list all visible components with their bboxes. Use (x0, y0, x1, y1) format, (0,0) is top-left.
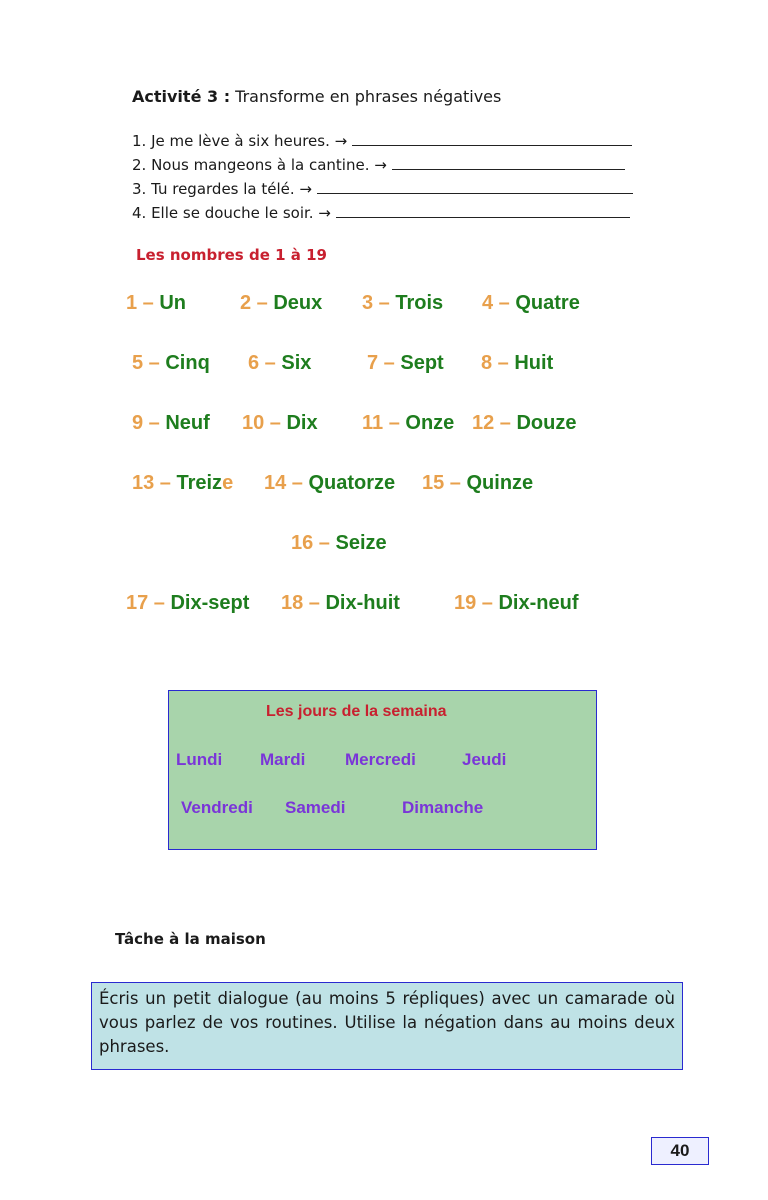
number-item-16: 16 – Seize (291, 532, 387, 554)
day-mercredi: Mercredi (345, 750, 416, 769)
day-dimanche: Dimanche (402, 798, 484, 817)
question-text: 3. Tu regardes la télé. → (132, 180, 317, 198)
day-jeudi: Jeudi (462, 750, 507, 769)
number-item-19: 19 – Dix-neuf (454, 592, 579, 614)
day-lundi: Lundi (176, 750, 223, 769)
answer-blank[interactable] (317, 179, 633, 194)
task-box (91, 982, 683, 1070)
number-item-10: 10 – Dix (242, 412, 318, 434)
question-4 (132, 203, 630, 222)
answer-blank[interactable] (392, 155, 625, 170)
number-item-1: 1 – Un (126, 292, 187, 314)
task-title: Tâche à la maison (115, 930, 266, 948)
number-item-7: 7 – Sept (367, 352, 444, 374)
question-text: 2. Nous mangeons à la cantine. → (132, 156, 392, 174)
question-1 (132, 131, 632, 150)
day-mardi: Mardi (260, 750, 306, 769)
page-number: 40 (651, 1137, 709, 1165)
number-item-13: 13 – Treize (132, 472, 234, 494)
day-samedi: Samedi (285, 798, 346, 817)
number-item-9: 9 – Neuf (132, 412, 210, 434)
number-item-2: 2 – Deux (240, 292, 323, 314)
activity-title-bold: Activité 3 : (132, 87, 231, 106)
number-item-11: 11 – Onze (362, 412, 455, 434)
number-item-5: 5 – Cinq (132, 352, 210, 374)
days-title: Les jours de la semaina (266, 703, 447, 720)
question-2 (132, 155, 625, 174)
number-item-14: 14 – Quatorze (264, 472, 396, 494)
answer-blank[interactable] (352, 131, 632, 146)
numbers-title: Les nombres de 1 à 19 (136, 246, 327, 264)
number-item-8: 8 – Huit (481, 352, 554, 374)
question-3 (132, 179, 633, 198)
number-item-17: 17 – Dix-sept (126, 592, 250, 614)
task-text: Écris un petit dialogue (au moins 5 répliques) avec un camarade où vous parlez de vos routines. Utilise la négation dans au moins deux phrases. (99, 989, 675, 1056)
answer-blank[interactable] (336, 203, 630, 218)
number-item-15: 15 – Quinze (422, 472, 534, 494)
number-item-12: 12 – Douze (472, 412, 577, 434)
number-item-3: 3 – Trois (362, 292, 444, 314)
activity-title-rest: Transforme en phrases négatives (230, 87, 502, 106)
activity-title (132, 87, 501, 106)
days-box (168, 690, 597, 850)
question-text: 4. Elle se douche le soir. → (132, 204, 336, 222)
question-text: 1. Je me lève à six heures. → (132, 132, 352, 150)
number-item-18: 18 – Dix-huit (281, 592, 400, 614)
number-item-4: 4 – Quatre (482, 292, 580, 314)
day-vendredi: Vendredi (181, 798, 253, 817)
number-item-6: 6 – Six (248, 352, 312, 374)
